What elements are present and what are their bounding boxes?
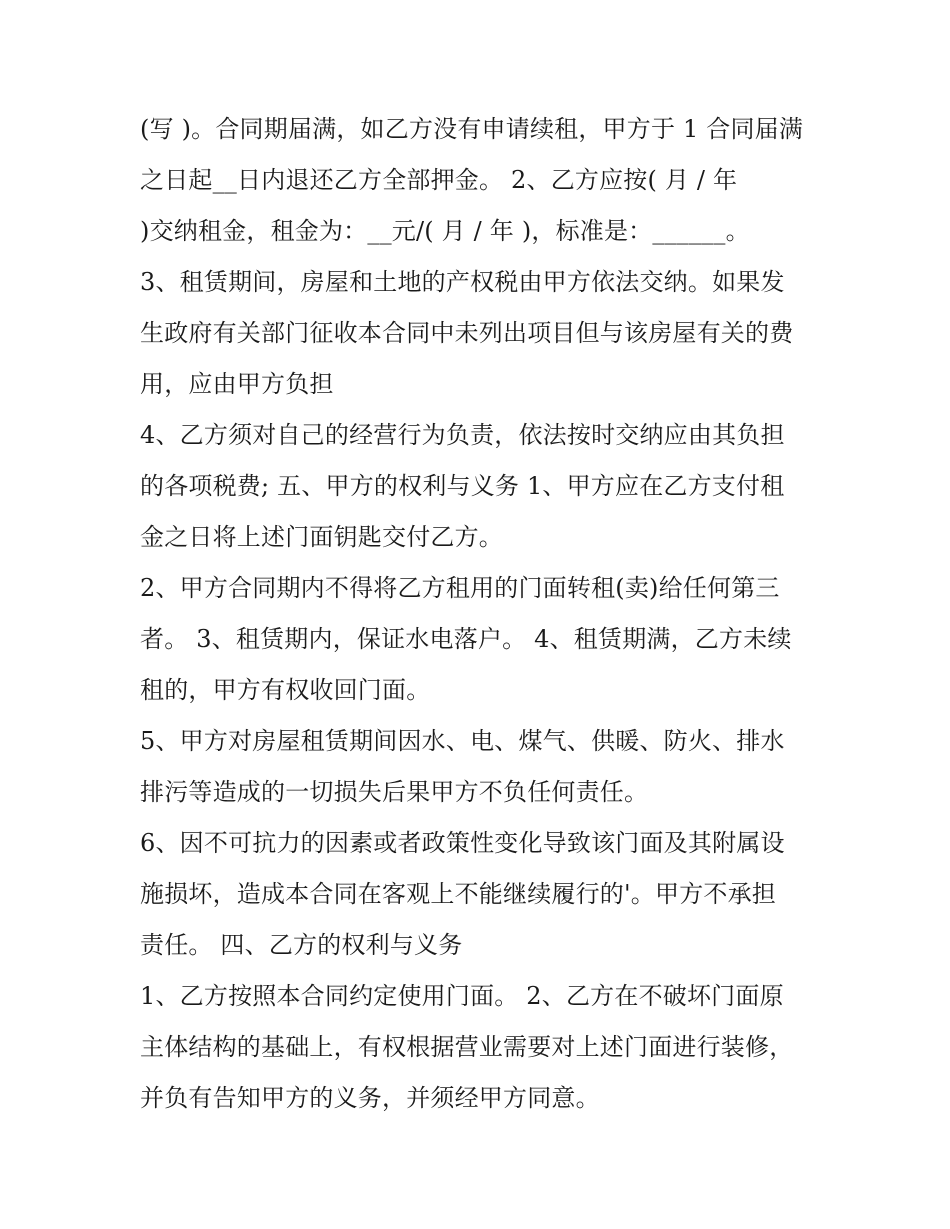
text-line: 4、乙方须对自己的经营行为负责，依法按时交纳应由其负担	[140, 421, 785, 449]
text-line: 排污等造成的一切损失后果甲方不负任何责任。	[140, 778, 649, 806]
text-line: 并负有告知甲方的义务，并须经甲方同意。	[140, 1084, 600, 1112]
text-line: 者。 3、租赁期内，保证水电落户。 4、租赁期满，乙方未续	[140, 625, 792, 653]
text-line: 的各项税费; 五、甲方的权利与义务 1、甲方应在乙方支付租	[140, 472, 785, 500]
document-body	[140, 104, 820, 1124]
text-line: 用，应由甲方负担	[140, 370, 334, 398]
text-line: 2、甲方合同期内不得将乙方租用的门面转租(卖)给任何第三	[140, 574, 780, 602]
text-line: 租的，甲方有权收回门面。	[140, 676, 431, 704]
text-line: 1、乙方按照本合同约定使用门面。 2、乙方在不破坏门面原	[140, 982, 784, 1010]
text-line: )交纳租金，租金为：__元/( 月 / 年 )，标准是：______。	[140, 217, 750, 245]
text-line: (写 )。合同期届满，如乙方没有申请续租，甲方于 1 合同届满	[140, 115, 804, 143]
text-line: 责任。 四、乙方的权利与义务	[140, 931, 463, 959]
text-line: 主体结构的基础上，有权根据营业需要对上述门面进行装修，	[140, 1033, 794, 1061]
text-line: 3、租赁期间，房屋和土地的产权税由甲方依法交纳。如果发	[140, 268, 785, 296]
text-line: 施损坏，造成本合同在客观上不能继续履行的'。甲方不承担	[140, 880, 776, 908]
text-line: 6、因不可抗力的因素或者政策性变化导致该门面及其附属设	[140, 829, 785, 857]
text-line: 5、甲方对房屋租赁期间因水、电、煤气、供暖、防火、排水	[140, 727, 785, 755]
text-line: 生政府有关部门征收本合同中未列出项目但与该房屋有关的费	[140, 319, 794, 347]
text-line: 金之日将上述门面钥匙交付乙方。	[140, 523, 503, 551]
text-line: 之日起__日内退还乙方全部押金。 2、乙方应按( 月 / 年	[140, 166, 738, 194]
